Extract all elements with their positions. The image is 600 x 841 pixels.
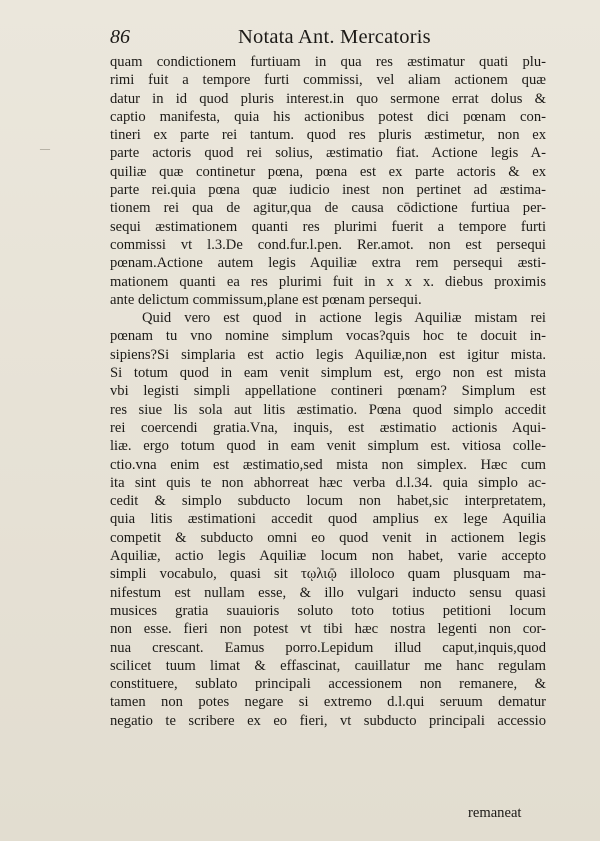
text-line: ante delictum commissum,plane est pœnam persequi.: [110, 291, 422, 308]
catchword: remaneat: [468, 805, 522, 821]
text-line: Si totum quod in eam venit simplum est, ergo non est mista: [110, 365, 546, 382]
text-line: quiliæ quæ continetur pœna, pœna est ex parte actoris & ex: [110, 163, 546, 180]
text-line: negatio te scribere ex eo fieri, vt subducto principali accessio: [110, 712, 546, 729]
text-line: liæ. ergo totum quod in eam venit simplum est. vitiosa colle-: [110, 438, 546, 455]
text-line: pœnam.Actione autem legis Aquiliæ extra rem persequi æsti-: [110, 255, 546, 272]
text-line: ctio.vna enim est æstimatio,sed mista non simplex. Hæc cum: [110, 456, 546, 473]
text-line: tionem rei qua de agitur,qua de causa cōdictione furtiua per-: [110, 200, 546, 217]
text-line: tamen non potes negare si extremo d.l.qui seruum dematur: [110, 694, 546, 711]
text-line: rimi fuit a tempore furti commissi, vel aliam actionem quæ: [110, 72, 546, 89]
text-line: Aquiliæ, actio legis Aquiliæ locum non habet, varie accepto: [110, 548, 546, 565]
text-line: Quid vero est quod in actione legis Aquiliæ mistam rei: [142, 310, 546, 327]
text-line: quia litis æstimationi accedit quod amplius ex lege Aquilia: [110, 511, 546, 528]
page-header: [110, 26, 540, 54]
body-text: [110, 53, 546, 730]
text-line: quam condictionem furtiuam in qua res æstimatur quati plu-: [110, 54, 546, 70]
text-line: nifestum est nullam esse, & illo vulgari inducto sensu quasi: [110, 584, 546, 601]
text-line: parte rei.quia pœna quæ iudicio inest non pertinet ad æstima-: [110, 182, 546, 199]
text-line: constituere, sublato principali accessionem non remanere, &: [110, 676, 546, 693]
text-line: sipiens?Si simplaria est actio legis Aquiliæ,non est igitur mista.: [110, 346, 546, 363]
text-line: parte actoris quod rei solius, æstimatio fiat. Actione legis A-: [110, 145, 546, 162]
page-number: 86: [110, 26, 130, 48]
text-line: datur in id quod pluris interest.in quo sermone errat dolus &: [110, 90, 546, 107]
text-line: captio manifesta, quia his actionibus potest dici pœnam con-: [110, 108, 546, 125]
text-line: tineri ex parte rei tantum. quod res pluris æstimetur, non ex: [110, 127, 546, 144]
text-line: cedit & simplo subducto locum non habet,sic interpretatem,: [110, 493, 546, 510]
text-line: pœnam tu vno nomine simplum vocas?quis hoc te docuit in-: [110, 328, 546, 345]
text-line: vbi legisti simpli appellatione contineri pœnam? Simplum est: [110, 383, 546, 400]
text-line: nua crescant. Eamus porro.Lepidum illud caput,inquis,quod: [110, 639, 546, 656]
text-line: rei coercendi gratia.Vna, inquis, est æstimatio actionis Aqui-: [110, 419, 546, 436]
text-line: scilicet tuum limat & effascinat, cauillatur me hanc regulam: [110, 657, 546, 674]
text-line: commissi vt l.3.De cond.fur.l.pen. Rer.amot. non est persequi: [110, 236, 546, 253]
text-line: res siue lis sola aut litis æstimatio. Pœna quod simplo accedit: [110, 401, 546, 418]
text-line: musices gratia suauioris soluto toto totius petitioni locum: [110, 602, 546, 619]
text-line: competit & subducto omni eo quod venit in actionem legis: [110, 529, 546, 546]
text-line: sequi æstimationem quanti res plurimi fuerit a tempore furti: [110, 218, 546, 235]
margin-mark: —: [40, 144, 50, 155]
text-line: ita sint quis te non abhorreat hæc verba d.l.34. quia simplo ac-: [110, 474, 546, 491]
text-line: non esse. fieri non potest vt tibi hæc nostra legenti non cor-: [110, 621, 546, 638]
text-line: simpli vocabulo, quasi sit τῳλιῷ illoloco quam plusquam ma-: [110, 566, 546, 583]
running-title: Notata Ant. Mercatoris: [238, 26, 431, 48]
text-line: mationem quanti ea res plurimi fuit in x x x. diebus proximis: [110, 273, 546, 290]
